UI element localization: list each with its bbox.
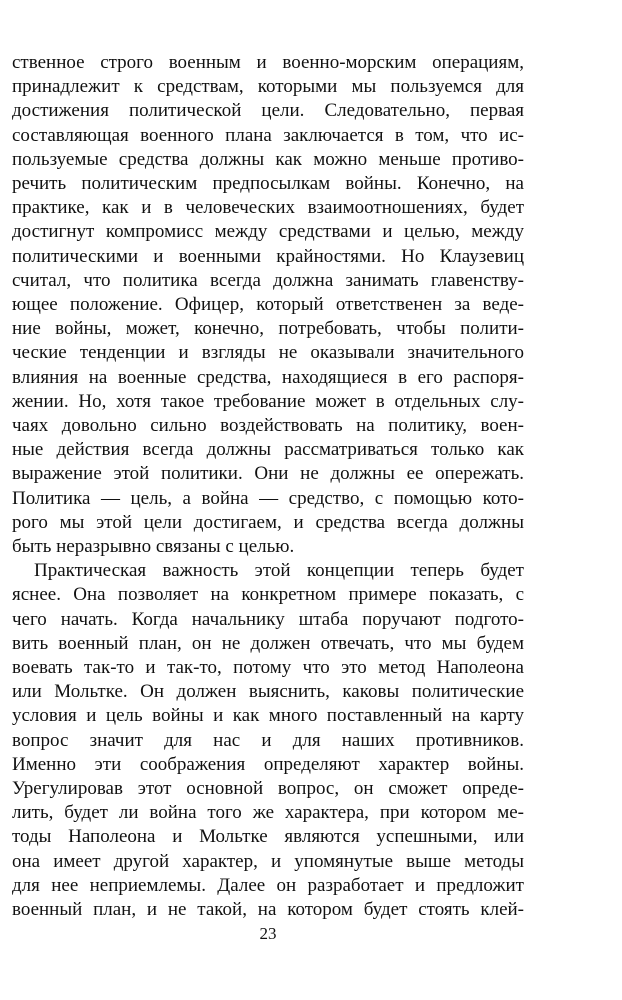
text-line: чаях довольно сильно воздействовать на политику, воен-	[12, 415, 524, 436]
text-line: лить, будет ли война того же характера, при котором ме-	[12, 802, 524, 824]
text-line: условия и цель войны и как много поставленный на карту	[12, 705, 524, 727]
text-line: выражение этой политики. Они не должны ее опережать.	[12, 463, 524, 485]
text-line: чего начать. Когда начальнику штаба поручают подгото-	[12, 608, 524, 630]
text-line: достигнут компромисс между средствами и целью, между	[12, 221, 524, 243]
text-line: считал, что политика всегда должна занимать главенству-	[12, 269, 524, 291]
text-line: или Мольтке. Он должен выяснить, каковы политические	[12, 681, 524, 703]
text-line: Урегулировав этот основной вопрос, он сможет опреде-	[12, 778, 524, 799]
page-number: 23	[259, 924, 277, 943]
text-line: для нее неприемлемы. Далее он разработает и предложит	[12, 874, 524, 896]
text-line: ние войны, может, конечно, потребовать, чтобы полити-	[12, 318, 524, 340]
text-line: жении. Но, хотя такое требование может в отдельных слу-	[12, 390, 524, 412]
text-line: военный план, и не такой, на котором будет стоять клей-	[12, 899, 524, 920]
text-line: вопрос значит для нас и для наших противников.	[12, 729, 524, 751]
text-line: политическими и военными крайностями. Но Клаузевиц	[12, 245, 524, 267]
text-line: яснее. Она позволяет на конкретном примере показать, с	[12, 584, 524, 606]
text-line: быть неразрывно связаны с целью.	[12, 536, 295, 557]
text-line: влияния на военные средства, находящиеся в его распоря-	[12, 366, 524, 388]
text-line: достижения политической цели. Следовательно, первая	[12, 100, 524, 122]
text-line: ные действия всегда должны рассматриваться только как	[12, 439, 524, 461]
text-line: Практическая важность этой концепции теперь будет	[34, 560, 524, 582]
text-line: вить военный план, он не должен отвечать, что мы будем	[12, 632, 524, 654]
text-line: принадлежит к средствам, которыми мы пользуемся для	[12, 76, 524, 98]
text-line: рого мы этой цели достигаем, и средства всегда должны	[12, 511, 524, 533]
text-line: пользуемые средства должны как можно меньше противо-	[12, 148, 524, 170]
text-line: Политика — цель, а война — средство, с помощью кото-	[12, 487, 524, 509]
text-line: ческие тенденции и взгляды не оказывали значительного	[12, 342, 524, 364]
text-line: она имеет другой характер, и упомянутые выше методы	[12, 850, 524, 872]
text-line: речить политическим предпосылкам войны. Конечно, на	[12, 173, 524, 194]
text-line: ющее положение. Офицер, который ответственен за веде-	[12, 294, 524, 315]
text-line: практике, как и в человеческих взаимоотношениях, будет	[12, 197, 524, 219]
text-line: составляющая военного плана заключается в том, что ис-	[12, 124, 524, 146]
text-line: тоды Наполеона и Мольтке являются успешными, или	[12, 826, 524, 848]
text-line: Именно эти соображения определяют характер войны.	[12, 753, 524, 775]
text-line: ственное строго военным и военно-морским операциям,	[12, 52, 524, 73]
text-line: воевать так-то и так-то, потому что это метод Наполеона	[12, 657, 524, 678]
